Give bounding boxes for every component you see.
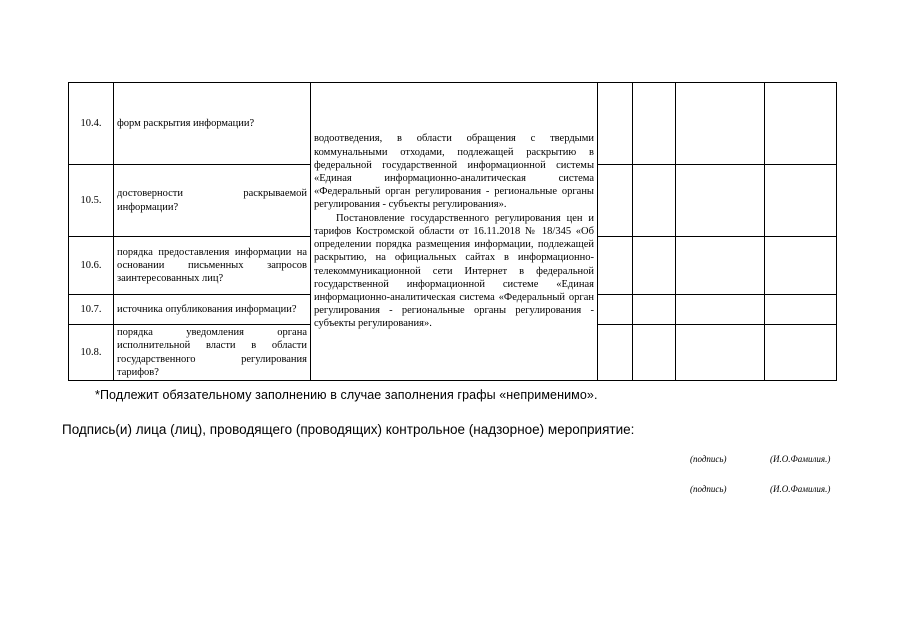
answer-yes-cell	[598, 165, 633, 237]
checklist-table	[68, 82, 837, 381]
answer-no-cell	[633, 237, 676, 295]
legal-basis-paragraph: водоотведения, в области обращения с твердыми коммунальными отходами, подлежащей раскрытию в федеральной государственной информационной системы «Единая информационно-аналитическая система «Федеральный орган регулирования - региональные органы регулирования - субъекты регулирования».	[314, 133, 594, 211]
answer-no-cell	[633, 83, 676, 165]
row-number: 10.5.	[69, 165, 114, 237]
comment-cell	[765, 295, 837, 325]
question-cell: достоверности раскрываемой информации?	[114, 165, 311, 237]
name-label: (И.О.Фамилия.)	[770, 454, 831, 464]
comment-cell	[765, 237, 837, 295]
comment-cell	[765, 325, 837, 381]
question-cell: порядка предоставления информации на основании письменных запросов заинтересованных лиц?	[114, 237, 311, 295]
answer-no-cell	[633, 165, 676, 237]
signature-label: (подпись)	[690, 454, 727, 464]
answer-na-cell	[676, 295, 765, 325]
row-number: 10.8.	[69, 325, 114, 381]
answer-yes-cell	[598, 295, 633, 325]
row-number: 10.6.	[69, 237, 114, 295]
comment-cell	[765, 165, 837, 237]
answer-yes-cell	[598, 83, 633, 165]
answer-na-cell	[676, 83, 765, 165]
legal-basis-cell	[311, 83, 598, 381]
legal-basis-paragraph: Постановление государственного регулирования цен и тарифов Костромской области от 16.11.2018 № 18/345 «Об определении порядка размещения информации, подлежащей раскрытию, на официальных сайтах в информационно-телекоммуникационной сети Интернет в федеральной государственной информационной системе «Единая информационно-аналитическая система «Федеральный орган регулирования - региональные органы регулирования - субъекты регулирования».	[314, 212, 594, 330]
question-cell: источника опубликования информации?	[114, 295, 311, 325]
answer-yes-cell	[598, 325, 633, 381]
answer-yes-cell	[598, 237, 633, 295]
answer-na-cell	[676, 237, 765, 295]
row-number: 10.4.	[69, 83, 114, 165]
comment-cell	[765, 83, 837, 165]
answer-na-cell	[676, 165, 765, 237]
signature-title: Подпись(и) лица (лиц), проводящего (проводящих) контрольное (надзорное) мероприятие:	[62, 422, 635, 437]
name-label: (И.О.Фамилия.)	[770, 484, 831, 494]
question-cell: форм раскрытия информации?	[114, 83, 311, 165]
answer-no-cell	[633, 325, 676, 381]
answer-no-cell	[633, 295, 676, 325]
footnote: *Подлежит обязательному заполнению в случае заполнения графы «неприменимо».	[95, 388, 598, 402]
question-cell: порядка уведомления органа исполнительной власти в области государственного регулирования тарифов?	[114, 325, 311, 381]
signature-label: (подпись)	[690, 484, 727, 494]
answer-na-cell	[676, 325, 765, 381]
table-row	[69, 83, 837, 165]
row-number: 10.7.	[69, 295, 114, 325]
